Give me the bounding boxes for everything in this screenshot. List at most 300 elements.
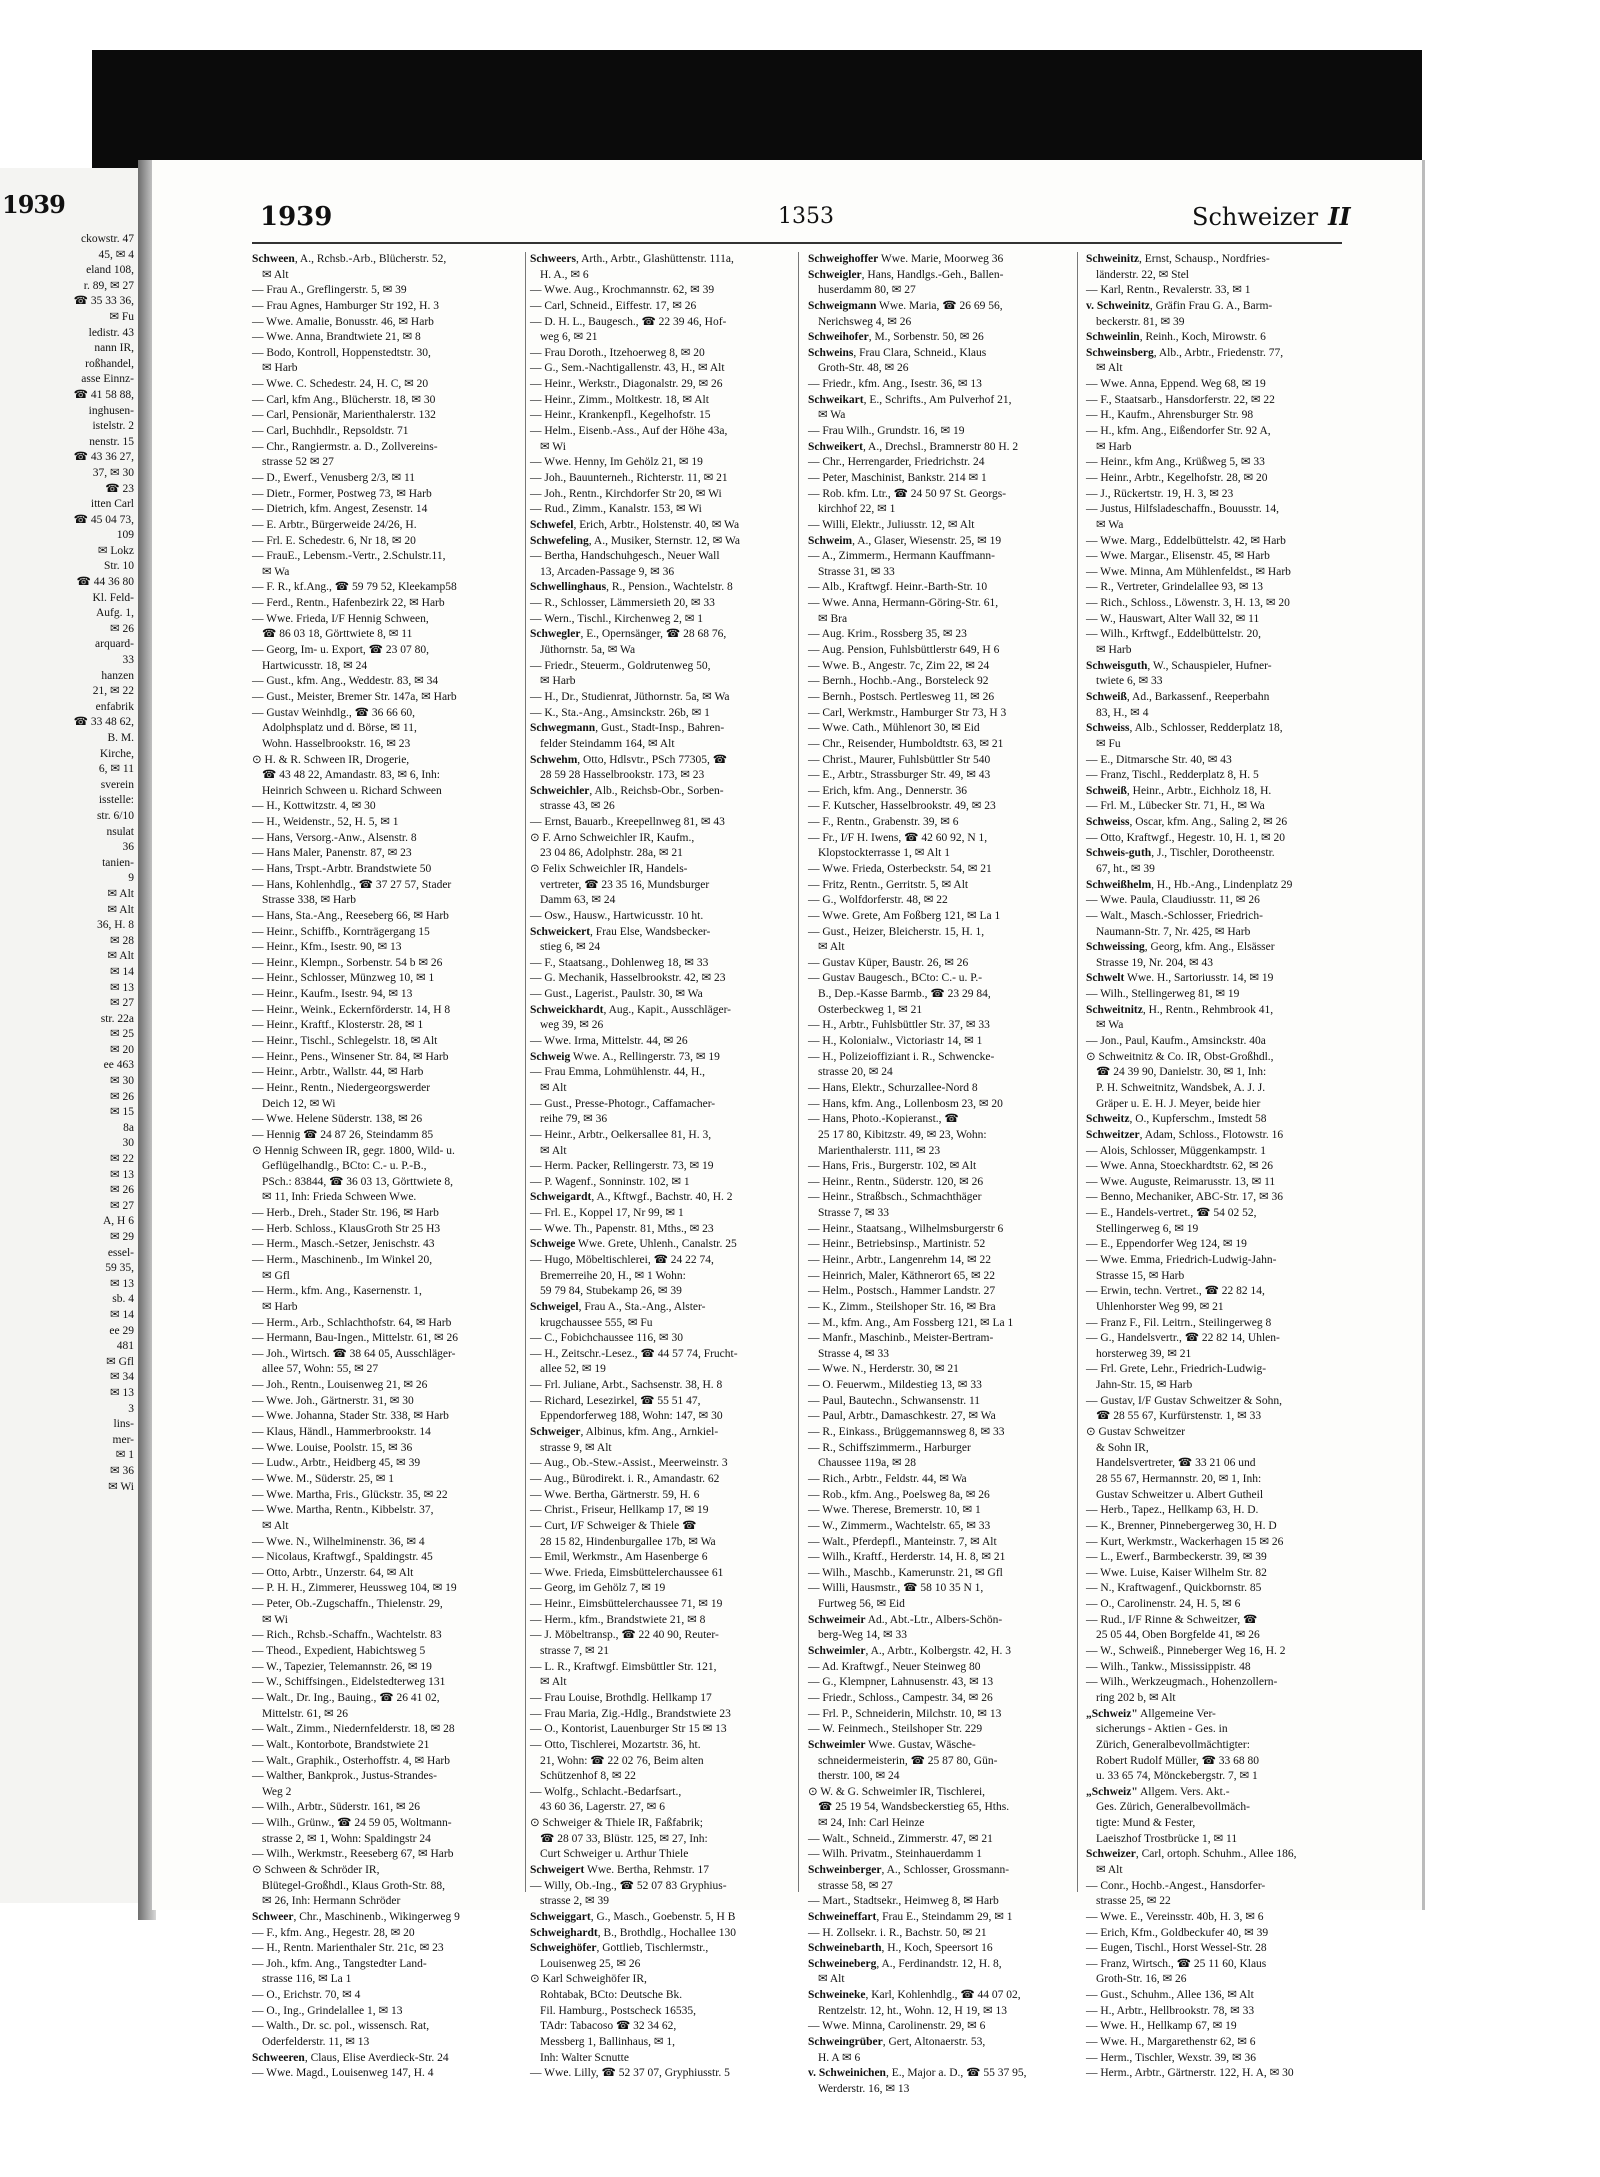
- directory-entry-line: Strasse 31, ✉ 33: [818, 565, 895, 578]
- directory-entry-line: Schweickert, Frau Else, Wandsbecker-: [530, 925, 711, 938]
- directory-entry-line: strasse 2, ✉ 39: [540, 1895, 610, 1908]
- directory-entry-line: Schweigler, Hans, Handlgs.-Geh., Ballen-: [808, 268, 1004, 281]
- directory-entry-line: Schweimler Wwe. Gustav, Wäsche-: [808, 1738, 976, 1751]
- directory-entry-line: — Walth., Dr. sc. pol., wissensch. Rat,: [252, 2020, 430, 2033]
- directory-entry-line: — Wwe. Amalie, Bonusstr. 46, ✉ Harb: [252, 315, 434, 328]
- directory-entry-line: — FrauE., Lebensm.-Vertr., 2.Schulstr.11,: [252, 550, 446, 563]
- directory-entry-line: — Eugen, Tischl., Horst Wessel-Str. 28: [1086, 1942, 1267, 1955]
- directory-entry-line: 83, H., ✉ 4: [1096, 706, 1149, 719]
- previous-page-line: ✉ 27: [109, 1199, 134, 1212]
- previous-page-line: ✉ 14: [109, 1308, 134, 1321]
- directory-entry-line: reihe 79, ✉ 36: [540, 1113, 608, 1126]
- previous-page-line: 21, ✉ 22: [92, 685, 134, 698]
- column-3: [808, 252, 1064, 2095]
- entry-surname: Schweineberg: [808, 1957, 877, 1970]
- directory-entry-line: — Hermann, Bau-Ingen., Mittelstr. 61, ✉ 26: [252, 1332, 459, 1345]
- directory-entry-line: — E., Handels-vertret., ☎ 54 02 52,: [1086, 1207, 1257, 1220]
- previous-page-line: ☎ 41 58 88,: [73, 388, 134, 401]
- directory-entry-line: ✉ Wi: [540, 440, 566, 453]
- directory-entry-line: strasse 20, ✉ 24: [818, 1066, 893, 1079]
- directory-entry-line: Robert Rudolf Müller, ☎ 33 68 80: [1096, 1754, 1260, 1767]
- directory-entry-line: Schweinebarth, H., Koch, Speersort 16: [808, 1942, 993, 1955]
- directory-entry-line: 43 60 36, Lagerstr. 27, ✉ 6: [540, 1801, 665, 1814]
- directory-entry-line: Schwehm, Otto, Hdlsvtr., PSch 77305, ☎: [530, 753, 728, 766]
- previous-page-line: r. 89, ✉ 27: [83, 279, 134, 292]
- directory-entry-line: Schweeren, Claus, Elise Averdieck-Str. 24: [252, 2051, 449, 2064]
- directory-entry-line: — F., Rentn., Grabenstr. 39, ✉ 6: [808, 816, 959, 829]
- directory-entry-line: strasse 116, ✉ La 1: [262, 1973, 352, 1986]
- directory-entry-line: — Kurt, Werkmstr., Wackerhagen 15 ✉ 26: [1086, 1535, 1284, 1548]
- directory-entry-line: Bremerreihe 20, H., ✉ 1 Wohn:: [540, 1269, 686, 1282]
- directory-entry-line: — K., Zimm., Steilshoper Str. 16, ✉ Bra: [808, 1300, 996, 1313]
- directory-entry-line: — Wwe. Grete, Am Foßberg 121, ✉ La 1: [808, 909, 1001, 922]
- directory-entry-line: Mittelstr. 61, ✉ 26: [262, 1707, 348, 1720]
- directory-entry-line: Damm 63, ✉ 24: [540, 894, 616, 907]
- directory-entry-line: — M., kfm. Ang., Am Fossberg 121, ✉ La 1: [808, 1316, 1014, 1329]
- directory-entry-line: Messberg 1, Ballinhaus, ✉ 1,: [540, 2036, 675, 2049]
- directory-entry-line: — N., Kraftwagenf., Quickbornstr. 85: [1086, 1582, 1262, 1595]
- previous-page-lines: [0, 232, 138, 1495]
- directory-entry-line: Weg 2: [262, 1785, 292, 1798]
- directory-entry-line: — Chr., Herrengarder, Friedrichstr. 24: [808, 456, 985, 469]
- directory-entry-line: — Wwe. Frieda, Osterbeckstr. 54, ✉ 21: [808, 862, 992, 875]
- directory-entry-line: — Joh., Wirtsch. ☎ 38 64 05, Ausschläger-: [252, 1347, 456, 1360]
- directory-entry-line: — Theod., Expedient, Habichtsweg 5: [252, 1645, 426, 1658]
- directory-entry-line: Adolphsplatz und d. Börse, ✉ 11,: [262, 722, 417, 735]
- directory-entry-line: ✉ Alt: [1096, 1863, 1123, 1876]
- directory-entry-line: — G., Wolfdorferstr. 48, ✉ 22: [808, 894, 948, 907]
- directory-entry-line: Schweighardt, B., Brothdlg., Hochallee 130: [530, 1926, 737, 1939]
- directory-entry-line: — Heinr., Straßbsch., Schmachthäger: [808, 1191, 982, 1204]
- previous-page-line: ☎ 33 48 62,: [73, 716, 134, 729]
- directory-entry-line: — Heinr., Rentn., Niedergeorgswerder: [252, 1081, 431, 1094]
- directory-entry-line: Schweißhelm, H., Hb.-Ang., Lindenplatz 29: [1086, 878, 1293, 891]
- directory-entry-line: — Georg, Im- u. Export, ☎ 23 07 80,: [252, 644, 430, 657]
- directory-entry-line: — Wilh., Werkzeugmach., Hohenzollern-: [1086, 1676, 1278, 1689]
- page-header: [152, 160, 1422, 252]
- directory-entry-line: ✉ Harb: [262, 362, 298, 375]
- directory-entry-line: huserdamm 80, ✉ 27: [818, 284, 916, 297]
- directory-entry-line: ⊙ Karl Schweighöfer IR,: [530, 1973, 647, 1986]
- directory-entry-line: — Heinr., Klempn., Sorbenstr. 54 b ✉ 26: [252, 956, 443, 969]
- directory-entry-line: — Gust., Presse-Photogr., Caffamacher-: [530, 1097, 716, 1110]
- directory-entry-line: — Klaus, Händl., Hammerbrookstr. 14: [252, 1426, 431, 1439]
- directory-entry-line: ⊙ Felix Schweichler IR, Handels-: [530, 862, 688, 875]
- header-section: [1192, 202, 1351, 231]
- previous-page-line: str. 6/10: [96, 809, 134, 822]
- header-year: 1939: [260, 202, 333, 232]
- directory-entry-line: — Wwe. Marg., Eddelbüttelstr. 42, ✉ Harb: [1086, 534, 1286, 547]
- directory-entry-line: — Paul, Arbtr., Damaschkestr. 27, ✉ Wa: [808, 1410, 996, 1423]
- directory-entry-line: — W., Zimmerm., Wachtelstr. 65, ✉ 33: [808, 1519, 991, 1532]
- column-4: [1086, 252, 1342, 2080]
- entry-surname: Schween: [252, 253, 295, 265]
- directory-entry-line: — H., Rentn. Marienthaler Str. 21c, ✉ 23: [252, 1942, 444, 1955]
- entry-surname: Schweitzer: [1086, 1128, 1140, 1141]
- previous-page-line: eland 108,: [86, 264, 134, 277]
- directory-entry-line: — Gust., Schuhm., Allee 136, ✉ Alt: [1086, 1989, 1254, 2002]
- directory-entry-line: twiete 6, ✉ 33: [1096, 675, 1163, 688]
- directory-entry-line: — W., Schiffsingen., Eidelstedterweg 131: [252, 1676, 446, 1689]
- directory-entry-line: & Sohn IR,: [1096, 1441, 1149, 1454]
- entry-surname: Schweitnitz: [1086, 1003, 1143, 1016]
- entry-surname: „Schweiz": [1086, 1785, 1138, 1798]
- directory-entry-line: P. H. Schweitnitz, Wandsbek, A. J. J.: [1096, 1081, 1266, 1094]
- previous-page-line: 37, ✉ 30: [92, 466, 134, 479]
- directory-entry-line: — Hans, Fris., Burgerstr. 102, ✉ Alt: [808, 1160, 977, 1173]
- directory-entry-line: — Heinr., Arbtr., Langenrehm 14, ✉ 22: [808, 1254, 992, 1266]
- entry-surname: Schweimler: [808, 1738, 866, 1751]
- directory-entry-line: — Joh., kfm. Ang., Tangstedter Land-: [252, 1957, 427, 1970]
- directory-entry-line: — H., Weidenstr., 52, H. 5, ✉ 1: [252, 816, 399, 829]
- directory-entry-line: — Emil, Werkmstr., Am Hasenberge 6: [530, 1551, 708, 1564]
- directory-entry-line: Schweigmann Wwe. Maria, ☎ 26 69 56,: [808, 299, 1003, 312]
- directory-entry-line: — G. Mechanik, Hasselbrookstr. 42, ✉ 23: [530, 972, 726, 985]
- directory-entry-line: — F., Staatsang., Dohlenweg 18, ✉ 33: [530, 956, 709, 969]
- directory-entry-line: — Wwe. Frieda, Eimsbüttelerchaussee 61: [530, 1566, 724, 1579]
- directory-entry-line: — Hans, Versorg.-Anw., Alsenstr. 8: [252, 831, 417, 844]
- directory-entry-line: ☎ 24 39 90, Danielstr. 30, ✉ 1, Inh:: [1096, 1066, 1267, 1079]
- directory-entry-line: — Heinr., Arbtr., Kegelhofstr. 28, ✉ 20: [1086, 471, 1268, 484]
- previous-page-line: 9: [128, 872, 134, 885]
- previous-page-line: asse Einnz-: [81, 373, 134, 386]
- directory-entry-line: „Schweiz" Allgemeine Ver-: [1086, 1707, 1216, 1720]
- directory-entry-line: B., Dep.-Kasse Barmb., ☎ 23 29 84,: [818, 988, 991, 1001]
- header-section-roman: II: [1328, 202, 1351, 231]
- entry-surname: Schweigardt: [530, 1191, 592, 1204]
- previous-page-edge: [0, 168, 140, 1903]
- directory-entry-line: — G., Sem.-Nachtigallenstr. 43, H., ✉ Alt: [530, 362, 725, 375]
- directory-entry-line: — Karl, Rentn., Revalerstr. 33, ✉ 1: [1086, 284, 1251, 297]
- directory-entry-line: strasse 43, ✉ 26: [540, 800, 615, 813]
- directory-entry-line: — E., Eppendorfer Weg 124, ✉ 19: [1086, 1238, 1247, 1251]
- previous-page-line: ✉ 13: [109, 1168, 134, 1181]
- directory-entry-line: — Wwe. Cath., Mühlenort 30, ✉ Eid: [808, 722, 980, 735]
- directory-page: [152, 160, 1425, 2095]
- directory-entry-line: — Wwe. Irma, Mittelstr. 44, ✉ 26: [530, 1035, 688, 1048]
- directory-entry-line: PSch.: 83844, ☎ 36 03 13, Görttwiete 8,: [262, 1175, 453, 1188]
- directory-entry-line: — Wwe. Auguste, Reimarusstr. 13, ✉ 11: [1086, 1175, 1276, 1188]
- directory-entry-line: — Willi, Elektr., Juliusstr. 12, ✉ Alt: [808, 518, 975, 531]
- directory-entry-line: — L. R., Kraftwgf. Eimsbüttler Str. 121,: [530, 1660, 717, 1673]
- entry-surname: Schweihofer: [808, 331, 869, 344]
- previous-page-line: ☎ 23: [105, 482, 134, 495]
- directory-entry-line: — Friedr., Schloss., Campestr. 34, ✉ 26: [808, 1691, 993, 1704]
- entry-surname: Schweikert: [808, 440, 863, 453]
- directory-entry-line: — Herm., Arbtr., Gärtnerstr. 122, H. A, ✉ 30: [1086, 2067, 1294, 2080]
- directory-entry-line: — Hans, Photo.-Kopieranst., ☎: [808, 1113, 959, 1126]
- directory-entry-line: — Gust., Lagerist., Paulstr. 30, ✉ Wa: [530, 988, 703, 1001]
- directory-entry-line: — Wwe. Minna, Carolinenstr. 29, ✉ 6: [808, 2020, 986, 2033]
- directory-entry-line: Schweinberger, A., Schlosser, Grossmann-: [808, 1863, 1010, 1876]
- directory-entry-line: Chaussee 119a, ✉ 28: [818, 1457, 916, 1470]
- previous-page-line: ✉ Lokz: [97, 544, 134, 557]
- directory-entry-line: — Hans, Sta.-Ang., Reeseberg 66, ✉ Harb: [252, 909, 449, 922]
- directory-entry-line: — Aug. Pension, Fuhlsbüttlerstr 649, H 6: [808, 644, 1000, 657]
- directory-entry-line: — Wwe. Martha, Rentn., Kibbelstr. 37,: [252, 1504, 434, 1517]
- directory-entry-line: — F., kfm. Ang., Hegestr. 28, ✉ 20: [252, 1926, 415, 1939]
- directory-entry-line: ✉ 26, Inh: Hermann Schröder: [262, 1895, 401, 1908]
- previous-page-line: roßhandel,: [85, 357, 134, 370]
- directory-entry-line: — Osw., Hausw., Hartwicusstr. 10 ht.: [530, 909, 704, 922]
- entry-surname: Schweingrüber: [808, 2036, 883, 2049]
- directory-entry-line: — Dietr., Former, Postweg 73, ✉ Harb: [252, 487, 432, 500]
- directory-entry-line: — Wwe. Helene Süderstr. 138, ✉ 26: [252, 1113, 423, 1126]
- directory-entry-line: 28 15 82, Hindenburgallee 17b, ✉ Wa: [540, 1535, 716, 1548]
- previous-page-line: ✉ 15: [109, 1106, 134, 1119]
- directory-entry-line: — Wwe. Anna, Brandtwiete 21, ✉ 8: [252, 331, 421, 344]
- directory-entry-line: — H., Arbtr., Hellbrookstr. 78, ✉ 33: [1086, 2004, 1255, 2017]
- previous-page-line: enfabrik: [95, 700, 134, 713]
- directory-entry-line: — Wwe. Bertha, Gärtnerstr. 59, H. 6: [530, 1488, 700, 1501]
- directory-entry-line: felder Steindamm 164, ✉ Alt: [540, 737, 675, 750]
- header-section-name: Schweizer: [1192, 203, 1319, 231]
- directory-entry-line: — Wolfg., Schlacht.-Bedarfsart.,: [530, 1785, 682, 1798]
- directory-entry-line: — Franz, Tischl., Redderplatz 8, H. 5: [1086, 769, 1259, 782]
- directory-entry-line: — Frl. M., Lübecker Str. 71, H., ✉ Wa: [1086, 800, 1265, 813]
- entry-surname: Schweis-guth: [1086, 847, 1152, 860]
- directory-entry-line: — E., Ditmarsche Str. 40, ✉ 43: [1086, 753, 1232, 766]
- previous-page-line: sverein: [100, 778, 134, 791]
- directory-entry-line: — Heinr., Pens., Winsener Str. 84, ✉ Harb: [252, 1050, 449, 1063]
- directory-entry-line: Schweimeir Ad., Abt.-Ltr., Albers-Schön-: [808, 1613, 1003, 1626]
- directory-entry-line: strasse 2, ✉ 1, Wohn: Spaldingstr 24: [262, 1832, 431, 1845]
- previous-page-line: ✉ 36: [109, 1464, 134, 1477]
- directory-entry-line: — Franz F., Fil. Leitrn., Steilingerweg 8: [1086, 1316, 1272, 1329]
- directory-entry-line: 28 55 67, Hermannstr. 20, ✉ 1, Inh:: [1096, 1472, 1262, 1485]
- directory-entry-line: ⊙ H. & R. Schween IR, Drogerie,: [252, 753, 410, 766]
- entry-surname: v. Schweinitz: [1086, 299, 1150, 312]
- previous-page-line: nsulat: [106, 825, 134, 838]
- entry-surname: Schweigel: [530, 1300, 579, 1313]
- directory-entry-line: — W. Feinmech., Steilshoper Str. 229: [808, 1723, 983, 1736]
- directory-entry-line: Blütegel-Großhdl., Klaus Groth-Str. 88,: [262, 1879, 446, 1892]
- directory-entry-line: — Helm., Eisenb.-Ass., Auf der Höhe 43a,: [530, 425, 728, 438]
- directory-entry-line: — R., Einkass., Brüggemannsweg 8, ✉ 33: [808, 1426, 1005, 1439]
- directory-entry-line: — Bernh., Hochb.-Ang., Borsteleck 92: [808, 675, 989, 688]
- entry-surname: Schweiss: [1086, 816, 1130, 829]
- directory-entry-line: — Bernh., Postsch. Pertlesweg 11, ✉ 26: [808, 690, 995, 703]
- directory-entry-line: — Gust., Heizer, Bleicherstr. 15, H. 1,: [808, 925, 985, 938]
- directory-entry-line: — Rich., Rchsb.-Schaffn., Wachtelstr. 83: [252, 1629, 442, 1642]
- directory-entry-line: — D. H. L., Baugesch., ☎ 22 39 46, Hof-: [530, 315, 727, 328]
- directory-entry-line: Schweikart, E., Schrifts., Am Pulverhof 21,: [808, 393, 1012, 406]
- directory-entry-line: Ges. Zürich, Generalbevollmäch-: [1096, 1801, 1250, 1814]
- directory-entry-line: Stellingerweg 6, ✉ 19: [1096, 1222, 1199, 1235]
- directory-entry-line: Schweigel, Frau A., Sta.-Ang., Alster-: [530, 1300, 706, 1313]
- directory-entry-line: — O., Kontorist, Lauenburger Str 15 ✉ 13: [530, 1723, 727, 1736]
- directory-entry-line: Nerichsweg 4, ✉ 26: [818, 315, 912, 328]
- directory-entry-line: Schweichler, Alb., Reichsb-Obr., Sorben-: [530, 784, 724, 797]
- previous-page-line: Kirche,: [99, 747, 134, 760]
- directory-entry-line: — Alb., Kraftwgf. Heinr.-Barth-Str. 10: [808, 581, 988, 594]
- previous-page-year: 1939: [2, 190, 65, 219]
- directory-entry-line: — R., Schlosser, Lämmersieth 20, ✉ 33: [530, 597, 715, 610]
- directory-entry-line: — Wern., Tischl., Kirchenweg 2, ✉ 1: [530, 612, 703, 625]
- directory-entry-line: ✉ 24, Inh: Carl Heinze: [818, 1817, 925, 1830]
- directory-entry-line: ✉ Alt: [818, 1973, 845, 1986]
- previous-page-line: ✉ 34: [109, 1371, 134, 1384]
- directory-entry-line: — Heinr., Betriebsinsp., Martinistr. 52: [808, 1238, 986, 1251]
- directory-entry-line: ✉ Gfl: [262, 1269, 290, 1282]
- entry-surname: Schweige: [530, 1238, 576, 1251]
- directory-entry-line: H. A., ✉ 6: [540, 268, 589, 281]
- directory-entry-line: Schweigert Wwe. Bertha, Rehmstr. 17: [530, 1863, 709, 1876]
- entry-surname: Schweickhardt: [530, 1003, 604, 1016]
- directory-entry-line: Schweins, Frau Clara, Schneid., Klaus: [808, 346, 987, 359]
- directory-entry-line: ✉ Harb: [262, 1300, 298, 1313]
- previous-page-line: ✉ 13: [109, 981, 134, 994]
- previous-page-line: 8a: [123, 1121, 134, 1134]
- directory-entry-line: Strasse 7, ✉ 33: [818, 1207, 889, 1220]
- directory-entry-line: Schweitnitz, H., Rentn., Rehmbrook 41,: [1086, 1003, 1274, 1016]
- directory-entry-line: — Aug. Krim., Rossberg 35, ✉ 23: [808, 628, 967, 641]
- column-1: [252, 252, 508, 2080]
- directory-entry-line: — F. R., kf.Ang., ☎ 59 79 52, Kleekamp58: [252, 581, 457, 594]
- previous-page-line: 36: [122, 841, 134, 854]
- directory-entry-line: — Wwe. Margar., Elisenstr. 45, ✉ Harb: [1086, 550, 1270, 563]
- entry-surname: Schweinberger: [808, 1863, 882, 1876]
- directory-entry-line: Schweisguth, W., Schauspieler, Hufner-: [1086, 659, 1272, 672]
- directory-entry-line: — Nicolaus, Kraftwgf., Spaldingstr. 45: [252, 1551, 433, 1564]
- directory-entry-line: strasse 52 ✉ 27: [262, 456, 334, 469]
- directory-entry-line: — Alois, Schlosser, Müggenkampstr. 1: [1086, 1144, 1267, 1157]
- directory-entry-line: — Heinr., Schlosser, Münzweg 10, ✉ 1: [252, 972, 435, 985]
- directory-entry-line: — O., Carolinenstr. 24, H. 5, ✉ 6: [1086, 1598, 1241, 1611]
- directory-entry-line: — Georg, im Gehölz 7, ✉ 19: [530, 1582, 666, 1595]
- entry-surname: Schweimler: [808, 1645, 866, 1658]
- entry-surname: Schwehm: [530, 753, 578, 766]
- entry-surname: Schweigert: [530, 1863, 585, 1876]
- directory-entry-line: ⊙ W. & G. Schweimler IR, Tischlerei,: [808, 1785, 986, 1798]
- directory-entry-line: ✉ Alt: [262, 1519, 289, 1532]
- previous-page-line: ee 463: [103, 1059, 134, 1072]
- directory-entry-line: Inh: Walter Scnutte: [540, 2051, 629, 2064]
- directory-entry-line: — Heinr., Kfm., Isestr. 90, ✉ 13: [252, 941, 402, 954]
- directory-entry-line: 67, ht., ✉ 39: [1096, 862, 1155, 875]
- previous-page-line: inghusen-: [88, 404, 134, 417]
- directory-entry-line: — Wwe. H., Margarethenstr 62, ✉ 6: [1086, 2036, 1256, 2049]
- column-divider: [525, 252, 526, 1892]
- directory-entry-line: — Heinr., Zimm., Moltkestr. 18, ✉ Alt: [530, 393, 709, 406]
- directory-entry-line: — Frl. P., Schneiderin, Milchstr. 10, ✉ 13: [808, 1707, 1002, 1720]
- entry-surname: Schweineffart: [808, 1910, 877, 1923]
- directory-entry-line: Schweis-guth, J., Tischler, Dorotheenstr.: [1086, 847, 1275, 860]
- directory-entry-line: — Wilh., Maschb., Kamerunstr. 21, ✉ Gfl: [808, 1566, 1003, 1579]
- directory-entry-line: — Wwe. C. Schedestr. 24, H. C, ✉ 20: [252, 378, 429, 391]
- directory-entry-line: — Heinr., Arbtr., Oelkersallee 81, H. 3,: [530, 1128, 712, 1141]
- previous-page-line: ✉ 13: [109, 1277, 134, 1290]
- directory-entry-line: TAdr: Tabacoso ☎ 32 34 62,: [540, 2020, 677, 2033]
- directory-entry-line: ✉ Fu: [1096, 737, 1121, 750]
- directory-entry-line: Schweitzer, Adam, Schloss., Flotowstr. 16: [1086, 1128, 1284, 1141]
- directory-entry-line: — D., Ewerf., Venusberg 2/3, ✉ 11: [252, 471, 416, 484]
- previous-page-line: 6, ✉ 11: [98, 763, 134, 776]
- entry-surname: Schwegler: [530, 628, 581, 641]
- previous-page-line: A, H 6: [103, 1215, 134, 1228]
- directory-entry-line: — Frl. Grete, Lehr., Friedrich-Ludwig-: [1086, 1363, 1267, 1376]
- directory-entry-line: Schweinlin, Reinh., Koch, Mirowstr. 6: [1086, 331, 1266, 344]
- directory-entry-line: Uhlenhorster Weg 99, ✉ 21: [1096, 1300, 1224, 1313]
- directory-entry-line: — Carl, Werkmstr., Hamburger Str 73, H 3: [808, 706, 1007, 719]
- directory-entry-line: — Heinr., Krankenpfl., Kegelhofstr. 15: [530, 409, 711, 422]
- directory-entry-line: — W., Hauswart, Alter Wall 32, ✉ 11: [1086, 612, 1260, 625]
- previous-page-line: ✉ 14: [109, 965, 134, 978]
- directory-entry-line: Furtweg 56, ✉ Eid: [818, 1598, 905, 1611]
- directory-entry-line: horsterweg 39, ✉ 21: [1096, 1347, 1192, 1360]
- previous-page-line: B. M.: [107, 732, 134, 744]
- directory-entry-line: — G., Handelsvertr., ☎ 22 82 14, Uhlen-: [1086, 1332, 1280, 1345]
- directory-entry-line: — Wwe. Magd., Louisenweg 147, H. 4: [252, 2067, 434, 2080]
- previous-page-line: 59 35,: [105, 1262, 134, 1275]
- directory-entry-line: — Dietrich, kfm. Angest, Zesenstr. 14: [252, 503, 428, 516]
- directory-entry-line: Schweineffart, Frau E., Steindamm 29, ✉ 1: [808, 1910, 1013, 1923]
- previous-page-line: ✉ 20: [109, 1043, 134, 1056]
- entry-surname: Schwefeling: [530, 534, 589, 547]
- directory-entry-line: Naumann-Str. 7, Nr. 425, ✉ Harb: [1096, 925, 1251, 938]
- directory-entry-line: Groth-Str. 16, ✉ 26: [1096, 1973, 1187, 1986]
- directory-entry-line: — R., Vertreter, Grindelallee 93, ✉ 13: [1086, 581, 1263, 594]
- entry-surname: Schweimeir: [808, 1613, 866, 1626]
- directory-entry-line: — K., Sta.-Ang., Amsinckstr. 26b, ✉ 1: [530, 706, 710, 719]
- previous-page-line: 3: [128, 1402, 134, 1415]
- previous-page-line: tanien-: [102, 856, 134, 869]
- directory-entry-line: — H., Kolonialw., Victoriastr 14, ✉ 1: [808, 1035, 983, 1048]
- directory-entry-line: ✉ Alt: [262, 268, 289, 281]
- previous-page-line: istelstr. 2: [92, 420, 134, 433]
- entry-surname: Schwellinghaus: [530, 581, 607, 594]
- previous-page-line: 45, ✉ 4: [98, 248, 134, 261]
- previous-page-line: arquard-: [95, 638, 134, 651]
- directory-entry-line: beckerstr. 81, ✉ 39: [1096, 315, 1185, 328]
- previous-page-line: ✉ 22: [109, 1153, 134, 1166]
- directory-entry-line: — Erich, kfm. Ang., Dennerstr. 36: [808, 784, 968, 797]
- directory-entry-line: — Herm., kfm. Ang., Kasernenstr. 1,: [252, 1285, 422, 1298]
- directory-entry-line: Schwefeling, A., Musiker, Sternstr. 12, ✉ Wa: [530, 534, 740, 547]
- entry-surname: Schweikart: [808, 393, 864, 406]
- directory-entry-line: Laeiszhof Trostbrücke 1, ✉ 11: [1096, 1832, 1238, 1845]
- directory-entry-line: ✉ Bra: [818, 612, 848, 625]
- directory-entry-line: — Walther, Bankprok., Justus-Strandes-: [252, 1770, 437, 1783]
- directory-entry-line: — Wilh. Privatm., Steinhauerdamm 1: [808, 1848, 983, 1861]
- previous-page-line: ✉ 13: [109, 1386, 134, 1399]
- directory-entry-line: ✉ Harb: [1096, 440, 1132, 453]
- directory-entry-line: Schweizer, Carl, ortoph. Schuhm., Allee 186,: [1086, 1848, 1297, 1861]
- previous-page-line: nenstr. 15: [89, 435, 134, 448]
- directory-entry-line: — J., Rückertstr. 19, H. 3, ✉ 23: [1086, 487, 1234, 500]
- entry-surname: Schweers: [530, 253, 576, 265]
- directory-entry-line: — Frau Doroth., Itzehoerweg 8, ✉ 20: [530, 346, 705, 359]
- directory-entry-line: — Heinr., Kaufm., Isestr. 94, ✉ 13: [252, 988, 413, 1001]
- directory-entry-line: — Curt, I/F Schweiger & Thiele ☎: [530, 1519, 697, 1532]
- directory-entry-line: strasse 9, ✉ Alt: [540, 1441, 612, 1454]
- entry-surname: Schweiss: [1086, 722, 1130, 735]
- directory-entry-line: Eppendorferweg 188, Wohn: 147, ✉ 30: [540, 1410, 723, 1423]
- directory-entry-line: 25 05 44, Oben Borgfelde 41, ✉ 26: [1096, 1629, 1260, 1642]
- directory-entry-line: — Chr., Reisender, Humboldtstr. 63, ✉ 21: [808, 737, 1004, 750]
- directory-entry-line: — Rich., Schloss., Löwenstr. 3, H. 13, ✉ 20: [1086, 597, 1290, 610]
- directory-entry-line: ✉ Wa: [262, 565, 290, 578]
- directory-entry-line: Schween, A., Rchsb.-Arb., Blücherstr. 52,: [252, 253, 447, 265]
- directory-entry-line: Schwegler, E., Opernsänger, ☎ 28 68 76,: [530, 628, 727, 641]
- directory-entry-line: H. A ✉ 6: [818, 2051, 861, 2064]
- directory-entry-line: — Carl, Schneid., Eiffestr. 17, ✉ 26: [530, 299, 697, 312]
- directory-entry-line: — Herm., Tischler, Wexstr. 39, ✉ 36: [1086, 2051, 1256, 2064]
- directory-entry-line: Schweimler, A., Arbtr., Kolbergstr. 42, H. 3: [808, 1645, 1011, 1658]
- directory-entry-line: — Frau Emma, Lohmühlenstr. 44, H.,: [530, 1066, 706, 1079]
- directory-entry-line: berg-Weg 14, ✉ 33: [818, 1629, 907, 1642]
- directory-entry-line: — Heinr., Eimsbüttelerchaussee 71, ✉ 19: [530, 1598, 723, 1611]
